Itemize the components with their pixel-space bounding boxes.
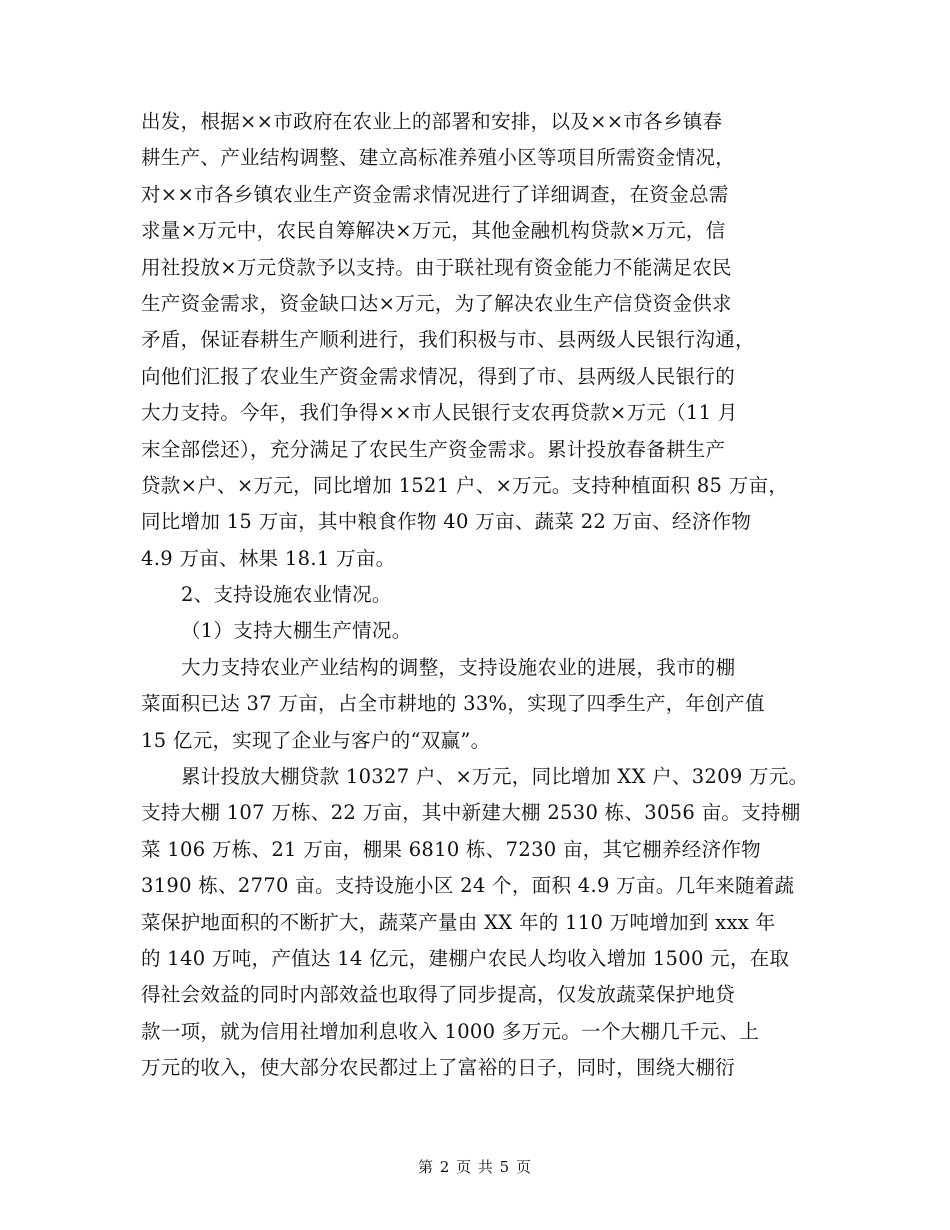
text-line: 4.9 万亩、林果 18.1 万亩。 [141,546,396,570]
text-line: 大力支持农业产业结构的调整，支持设施农业的进展，我市的棚 [181,655,736,679]
page-number-footer: 第 2 页 共 5 页 [418,1158,532,1176]
text-line: 万元的收入，使大部分农民都过上了富裕的日子，同时，围绕大棚衍 [141,1056,736,1080]
subsection-heading: （1）支持大棚生产情况。 [181,619,412,643]
text-line: 生产资金需求，资金缺口达×万元，为了解决农业生产信贷资金供求 [141,291,732,315]
text-line: 得社会效益的同时内部效益也取得了同步提高，仅发放蔬菜保护地贷 [141,983,736,1007]
text-line: 贷款×户、×万元，同比增加 1521 户、×万元。支持种植面积 85 万亩， [141,473,789,497]
text-line: 末全部偿还），充分满足了农民生产资金需求。累计投放春备耕生产 [141,437,726,461]
text-line: 的 140 万吨，产值达 14 亿元，建棚户农民人均收入增加 1500 元，在取 [141,946,790,970]
text-line: 求量×万元中，农民自筹解决×万元，其他金融机构贷款×万元，信 [141,219,726,243]
text-line: 对××市各乡镇农业生产资金需求情况进行了详细调查，在资金总需 [141,182,729,206]
text-line: 支持大棚 107 万栋、22 万亩，其中新建大棚 2530 栋、3056 亩。支持棚 [141,801,801,825]
section-heading: 2、支持设施农业情况。 [181,583,392,607]
text-line: 菜保护地面积的不断扩大，蔬菜产量由 XX 年的 110 万吨增加到 xxx 年 [141,910,776,934]
document-body [141,104,816,1087]
text-line: 大力支持。今年，我们争得××市人民银行支农再贷款×万元（11 月 [141,401,738,425]
text-line: 菜 106 万栋、21 万亩，棚果 6810 栋、7230 亩，其它棚养经济作物 [141,837,761,861]
text-line: 3190 栋、2770 亩。支持设施小区 24 个，面积 4.9 万亩。几年来随着蔬 [141,874,795,898]
text-line: 用社投放×万元贷款予以支持。由于联社现有资金能力不能满足农民 [141,255,732,279]
text-line: 耕生产、产业结构调整、建立高标准养殖小区等项目所需资金情况， [141,146,736,170]
text-line: 同比增加 15 万亩，其中粮食作物 40 万亩、蔬菜 22 万亩、经济作物 [141,510,752,534]
text-line: 向他们汇报了农业生产资金需求情况，得到了市、县两级人民银行的 [141,364,736,388]
text-line: 累计投放大棚贷款 10327 户、×万元，同比增加 XX 户、3209 万元。 [181,765,809,789]
text-line: 15 亿元，实现了企业与客户的“双赢”。 [141,728,491,752]
text-line: 款一项，就为信用社增加利息收入 1000 多万元。一个大棚几千元、上 [141,1019,760,1043]
text-line: 出发，根据××市政府在农业上的部署和安排，以及××市各乡镇春 [141,110,723,133]
text-line: 菜面积已达 37 万亩，占全市耕地的 33%，实现了四季生产，年创产值 [141,692,765,716]
text-line: 矛盾，保证春耕生产顺利进行，我们积极与市、县两级人民银行沟通， [141,328,755,352]
